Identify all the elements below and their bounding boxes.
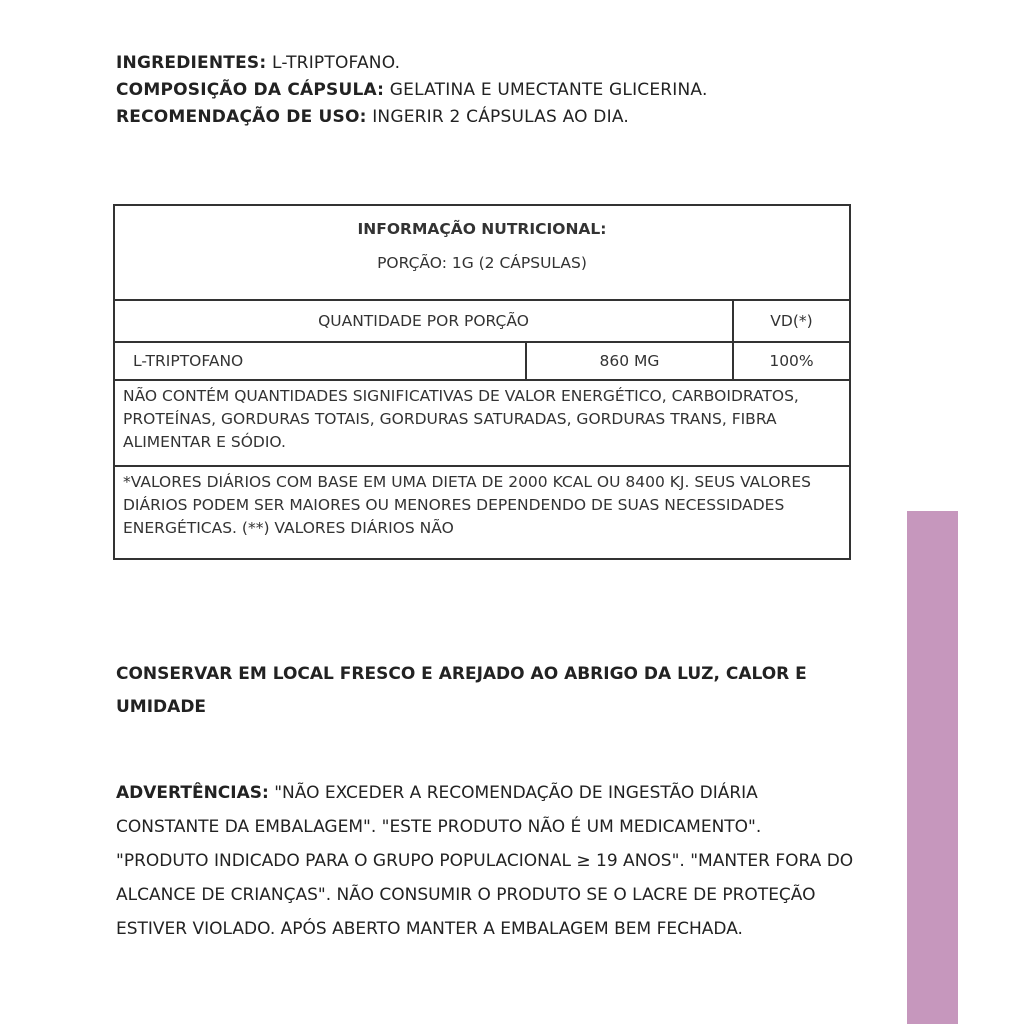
usage-recommendation-label: RECOMENDAÇÃO DE USO: [116, 107, 367, 127]
warnings-text: "NÃO EXCEDER A RECOMENDAÇÃO DE INGESTÃO DIÁRIA CONSTANTE DA EMBALAGEM". "ESTE PRODUTO NÃO É UM MEDICAMENTO". "PRODUTO INDICADO PARA O GRUPO POPULACIONAL ≥ 19 ANOS". "MANTER FORA DO ALCANCE DE CRIANÇAS". NÃO CONSUMIR O PRODUTO SE O LACRE DE PROTEÇÃO ESTIVER VIOLADO. APÓS ABERTO MANTER A EMBALAGEM BEM FECHADA. [116, 783, 854, 939]
table-row [115, 343, 849, 381]
quantity-per-portion-header: QUANTIDADE POR PORÇÃO [318, 312, 529, 330]
usage-recommendation-value: INGERIR 2 CÁPSULAS AO DIA. [372, 107, 629, 127]
nutrient-amount: 860 MG [525, 343, 732, 379]
nutrition-facts-table [113, 204, 851, 560]
nutrition-title: INFORMAÇÃO NUTRICIONAL: [357, 220, 607, 238]
storage-instructions: CONSERVAR EM LOCAL FRESCO E AREJADO AO ABRIGO DA LUZ, CALOR E UMIDADE [116, 664, 807, 717]
product-info [116, 50, 876, 131]
nutrition-table-header [115, 206, 849, 301]
nutrient-daily-value: 100% [732, 343, 849, 379]
column-header-row [115, 301, 849, 343]
ingredients-line [116, 50, 876, 77]
capsule-composition-label: COMPOSIÇÃO DA CÁPSULA: [116, 80, 385, 100]
nutrient-name: L-TRIPTOFANO [133, 352, 244, 370]
ingredients-value: L-TRIPTOFANO. [271, 53, 401, 73]
usage-recommendation-line [116, 104, 876, 131]
warnings-label: ADVERTÊNCIAS: [116, 783, 269, 803]
portion-size: PORÇÃO: 1G (2 CÁPSULAS) [377, 254, 587, 272]
accent-bar [907, 511, 958, 1024]
capsule-composition-value: GELATINA E UMECTANTE GLICERINA. [389, 80, 708, 100]
daily-values-footnote: *VALORES DIÁRIOS COM BASE EM UMA DIETA DE 2000 KCAL OU 8400 KJ. SEUS VALORES DIÁRIOS PODEM SER MAIORES OU MENORES DEPENDENDO DE SUAS NECESSIDADES ENERGÉTICAS. (**) VALORES DIÁRIOS NÃO [123, 473, 811, 537]
capsule-composition-line [116, 77, 876, 104]
ingredients-label: INGREDIENTES: [116, 53, 267, 73]
daily-value-header: VD(*) [732, 301, 849, 341]
warnings-section [116, 776, 856, 946]
insignificant-amounts-note: NÃO CONTÉM QUANTIDADES SIGNIFICATIVAS DE VALOR ENERGÉTICO, CARBOIDRATOS, PROTEÍNAS, GORDURAS TOTAIS, GORDURAS SATURADAS, GORDURAS TRANS, FIBRA ALIMENTAR E SÓDIO. [115, 381, 849, 467]
